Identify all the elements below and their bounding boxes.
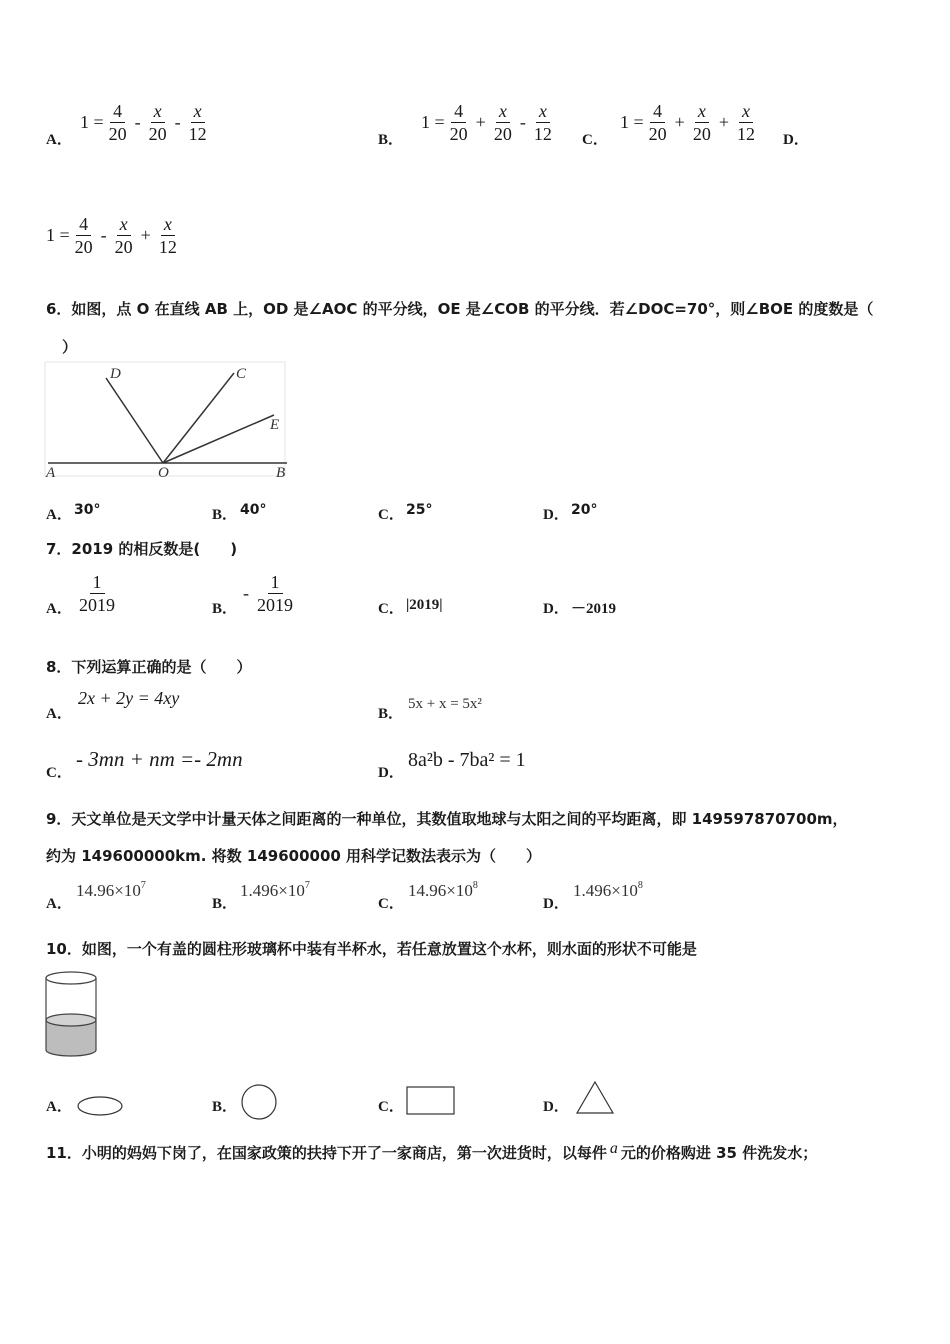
q9-option-c-label: C． — [378, 896, 404, 912]
q7-option-a-fraction — [74, 572, 120, 615]
numerator: x — [151, 101, 165, 123]
q7-option-d-label: D． — [543, 601, 569, 617]
operator: - — [100, 225, 107, 245]
denominator: 2019 — [257, 595, 293, 615]
rectangle-icon — [405, 1085, 457, 1117]
q9-option-a-label: A． — [46, 896, 72, 912]
denominator: 20 — [114, 237, 133, 257]
operator: + — [718, 112, 729, 132]
q9-option-b-label: B． — [212, 896, 238, 912]
exponent: 7 — [140, 880, 146, 891]
question-11 — [46, 1142, 817, 1163]
mantissa: 1.496 — [573, 881, 612, 900]
fraction — [491, 101, 515, 144]
q8-option-d-expr: 8a²b - 7ba² = 1 — [408, 749, 526, 771]
q5-option-c-equation — [620, 101, 760, 144]
fraction — [646, 101, 670, 144]
q6-text-line2: ） — [62, 338, 78, 356]
numerator: 4 — [451, 101, 466, 123]
q10-option-b-label: B． — [212, 1099, 238, 1115]
q6-option-d-value: 20° — [571, 502, 598, 518]
exponent: 8 — [637, 880, 643, 891]
q11-text-before: 11．小明的妈妈下岗了，在国家政策的扶持下开了一家商店，第一次进货时，以每件 — [46, 1144, 607, 1162]
q7-option-a-label: A． — [46, 601, 72, 617]
denominator: 20 — [493, 124, 512, 144]
figure-frame — [45, 362, 285, 476]
numerator: x — [191, 101, 205, 123]
operator: + — [140, 225, 151, 245]
q7-text: 7．2019 的相反数是( ) — [46, 540, 238, 558]
q10-text: 10．如图，一个有盖的圆柱形玻璃杯中装有半杯水，若任意放置这个水杯，则水面的形状不可能是 — [46, 940, 697, 958]
glass-cup-icon — [42, 968, 100, 1062]
numerator: x — [117, 214, 131, 236]
q7-option-c-label: C． — [378, 601, 404, 617]
q5-option-b-label: B． — [378, 132, 404, 148]
q8-option-a-label: A． — [46, 706, 72, 722]
q6-option-a-label: A． — [46, 507, 72, 523]
numerator: x — [695, 101, 709, 123]
q10-option-c-label: C． — [378, 1099, 404, 1115]
q11-text-after: 元的价格购进 35 件洗发水； — [620, 1144, 818, 1162]
q5-option-d-equation — [46, 214, 182, 257]
fraction — [72, 214, 96, 257]
denominator: 20 — [449, 124, 468, 144]
fraction — [690, 101, 714, 144]
denominator: 12 — [188, 124, 207, 144]
numerator: 4 — [650, 101, 665, 123]
q7-option-c-value: |2019| — [406, 597, 443, 613]
q9-option-a-value — [76, 880, 146, 901]
exponent: 8 — [472, 880, 478, 891]
times-ten: ×10 — [114, 881, 141, 900]
q10-option-d-label: D． — [543, 1099, 569, 1115]
denominator: 20 — [108, 124, 127, 144]
angle-figure — [44, 360, 294, 482]
numerator: 4 — [76, 214, 91, 236]
fraction — [112, 214, 136, 257]
denominator: 12 — [736, 124, 755, 144]
circle-icon — [240, 1083, 278, 1121]
q5-option-c-label: C． — [582, 132, 608, 148]
q7-option-b-fraction — [240, 572, 298, 615]
q9-option-d-value — [573, 880, 643, 901]
q9-option-b-value — [240, 880, 310, 901]
mantissa: 14.96 — [76, 881, 115, 900]
q8-option-a-expr: 2x + 2y = 4xy — [78, 688, 180, 708]
operator: - — [134, 112, 141, 132]
operator: + — [475, 112, 486, 132]
times-ten: ×10 — [446, 881, 473, 900]
mantissa: 1.496 — [240, 881, 279, 900]
denominator: 12 — [158, 237, 177, 257]
point-label-e: E — [270, 417, 280, 433]
q6-option-c-label: C． — [378, 507, 404, 523]
point-label-o: O — [158, 465, 169, 481]
denominator: 20 — [692, 124, 711, 144]
q6-option-b-value: 40° — [240, 502, 267, 518]
fraction — [146, 101, 170, 144]
fraction — [734, 101, 758, 144]
denominator: 20 — [74, 237, 93, 257]
q9-option-c-value — [408, 880, 478, 901]
q6-text-line1: 6．如图，点 O 在直线 AB 上，OD 是∠AOC 的平分线，OE 是∠COB 的平分线．若∠DOC=70°，则∠BOE 的度数是（ — [46, 300, 874, 318]
q6-option-d-label: D． — [543, 507, 569, 523]
q6-option-c-value: 25° — [406, 502, 433, 518]
denominator: 2019 — [79, 595, 115, 615]
water-surface — [46, 1014, 96, 1026]
denominator: 12 — [533, 124, 552, 144]
denominator: 20 — [148, 124, 167, 144]
lhs: 1 = — [620, 112, 644, 132]
fraction — [76, 572, 118, 615]
q11-variable: a — [609, 1140, 618, 1157]
q5-option-a-equation — [80, 101, 212, 144]
q9-text-line2: 约为 149600000km. 将数 149600000 用科学记数法表示为（ ） — [46, 847, 542, 865]
q6-option-b-label: B． — [212, 507, 238, 523]
lhs: 1 = — [46, 225, 70, 245]
triangle-icon — [574, 1080, 616, 1116]
point-label-d: D — [110, 366, 121, 382]
q10-option-a-label: A． — [46, 1099, 72, 1115]
times-ten: ×10 — [611, 881, 638, 900]
minus-sign: - — [243, 583, 249, 603]
q8-option-b-expr: 5x + x = 5x² — [408, 696, 482, 712]
mantissa: 14.96 — [408, 881, 447, 900]
q5-option-d-label: D． — [783, 132, 809, 148]
fraction — [447, 101, 471, 144]
exponent: 7 — [304, 880, 310, 891]
point-label-c: C — [236, 366, 247, 382]
point-label-b: B — [276, 465, 286, 481]
q9-option-d-label: D． — [543, 896, 569, 912]
q7-option-b-label: B． — [212, 601, 238, 617]
fraction — [156, 214, 180, 257]
denominator: 20 — [648, 124, 667, 144]
q7-option-d-value: －2019 — [571, 601, 617, 617]
q8-option-c-expr: - 3mn + nm =- 2mn — [76, 747, 243, 771]
ellipse-icon — [76, 1094, 126, 1118]
numerator: x — [496, 101, 510, 123]
fraction — [531, 101, 555, 144]
lhs: 1 = — [421, 112, 445, 132]
q8-option-b-label: B． — [378, 706, 404, 722]
q9-text-line1: 9．天文单位是天文学中计量天体之间距离的一种单位，其数值取地球与太阳之间的平均距离，即 149597870700m， — [46, 810, 848, 828]
numerator: 1 — [90, 572, 105, 594]
q6-option-a-value: 30° — [74, 502, 101, 518]
q8-option-d-label: D． — [378, 765, 404, 781]
operator: - — [174, 112, 181, 132]
numerator: x — [161, 214, 175, 236]
numerator: x — [536, 101, 550, 123]
numerator: 4 — [110, 101, 125, 123]
q8-text: 8．下列运算正确的是（ ） — [46, 658, 252, 676]
fraction — [106, 101, 130, 144]
fraction — [186, 101, 210, 144]
operator: - — [519, 112, 526, 132]
q5-option-a-label: A． — [46, 132, 72, 148]
q8-option-c-label: C． — [46, 765, 72, 781]
fraction — [254, 572, 296, 615]
q5-option-b-equation — [421, 101, 557, 144]
cup-top — [46, 972, 96, 984]
point-label-a: A — [46, 465, 56, 481]
numerator: 1 — [268, 572, 283, 594]
operator: + — [674, 112, 685, 132]
times-ten: ×10 — [278, 881, 305, 900]
lhs: 1 = — [80, 112, 104, 132]
numerator: x — [739, 101, 753, 123]
